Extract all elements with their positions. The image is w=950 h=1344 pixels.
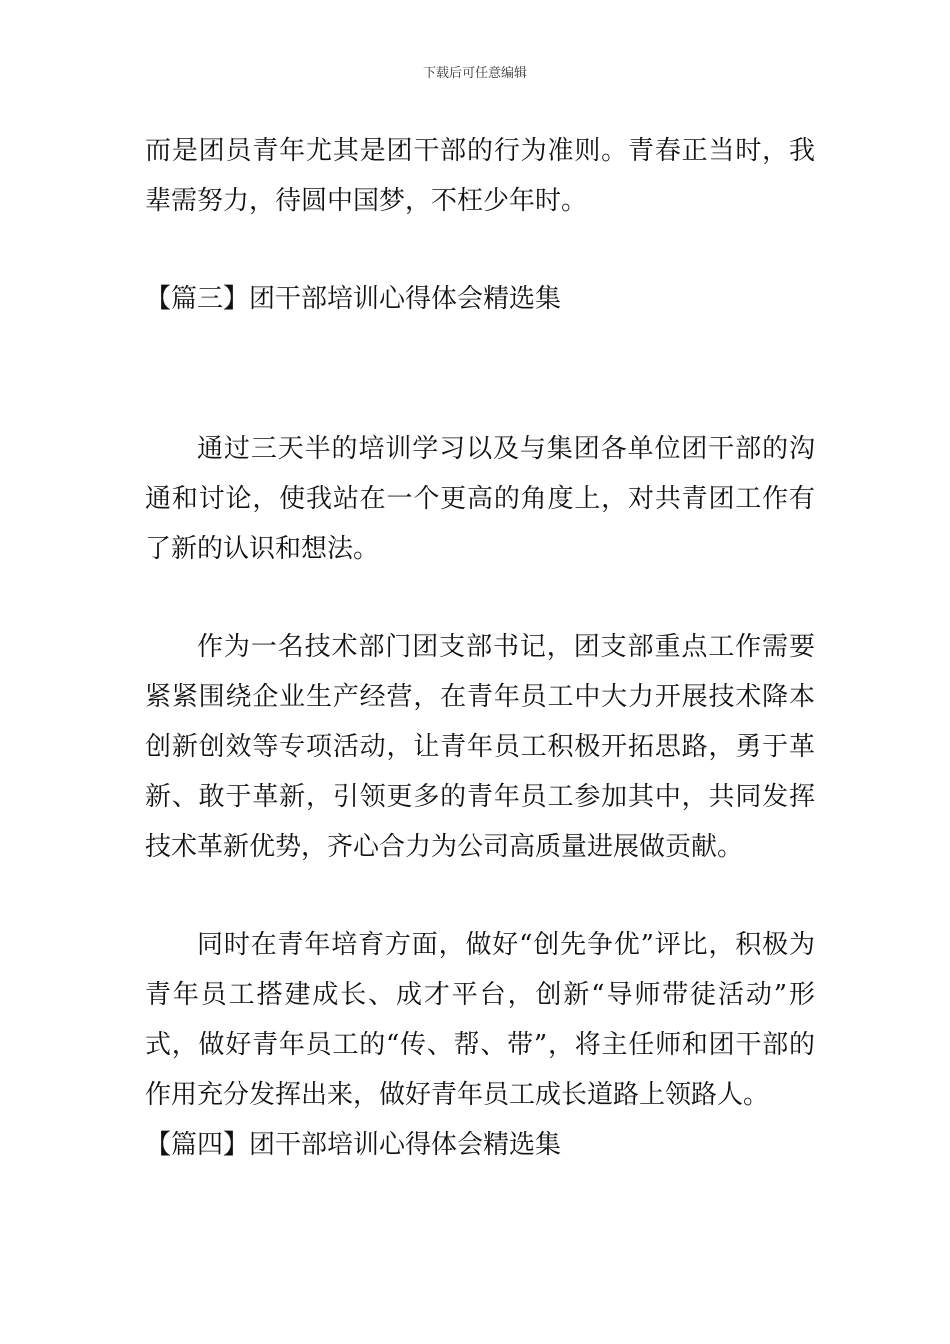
- header-note: 下载后可任意编辑: [422, 66, 527, 81]
- paragraph-1: 通过三天半的培训学习以及与集团各单位团干部的沟通和讨论，使我站在一个更高的角度上，对共青团工作有了新的认识和想法。: [145, 434, 815, 564]
- section-heading-4: 【篇四】团干部培训心得体会精选集: [145, 1130, 562, 1160]
- paragraph-3: 同时在青年培育方面，做好“创先争优”评比，积极为青年员工搭建成长、成才平台，创新“导师带徒活动”形式，做好青年员工的“传、帮、带”，将主任师和团干部的作用充分发挥出来，做好青年员工成长道路上领路人。: [145, 930, 815, 1110]
- paragraph-2: 作为一名技术部门团支部书记，团支部重点工作需要紧紧围绕企业生产经营，在青年员工中大力开展技术降本创新创效等专项活动，让青年员工积极开拓思路，勇于革新、敢于革新，引领更多的青年员工参加其中，共同发挥技术革新优势，齐心合力为公司高质量进展做贡献。: [145, 632, 815, 862]
- section-heading-3: 【篇三】团干部培训心得体会精选集: [145, 284, 562, 314]
- paragraph-continuation: 而是团员青年尤其是团干部的行为准则。青春正当时，我辈需努力，待圆中国梦，不枉少年时。: [145, 136, 815, 216]
